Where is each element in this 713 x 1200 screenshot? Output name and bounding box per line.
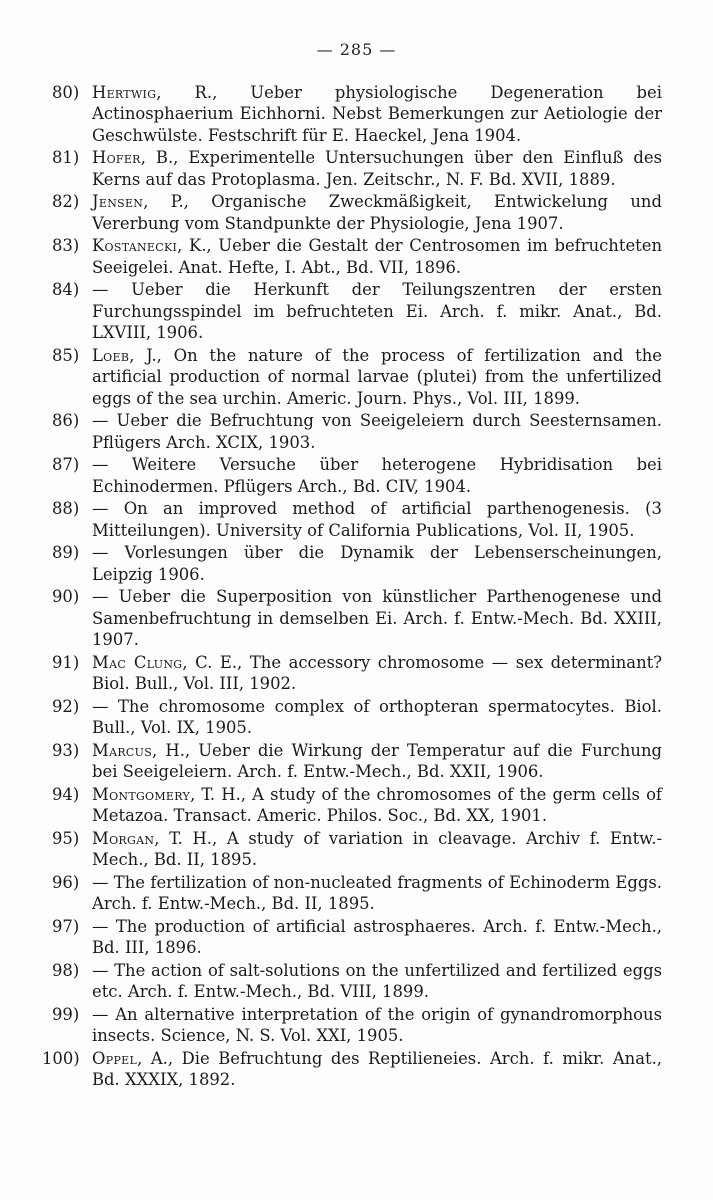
reference-author: Oppel [92, 1048, 138, 1068]
reference-number: 94) [52, 784, 80, 804]
reference-author: Jensen [92, 192, 144, 212]
reference-text: — Weitere Versuche über heterogene Hybridisation bei Echinodermen. Pflügers Arch., Bd. CIV, 1904. [92, 455, 662, 496]
reference-text: , J., On the nature of the process of fertilization and the artificial production of normal larvae (plutei) from the unfertilized eggs of the sea urchin. Americ. Journ. Phys., Vol. III, 1899. [92, 345, 662, 408]
reference-text: — Vorlesungen über die Dynamik der Lebenserscheinungen, Leipzig 1906. [92, 543, 662, 584]
reference-text: , K., Ueber die Gestalt der Centrosomen im befruchteten Seeigelei. Anat. Hefte, I. Abt., Bd. VII, 1896. [92, 236, 662, 277]
reference-text: — The production of artificial astrosphaeres. Arch. f. Entw.-Mech., Bd. III, 1896. [92, 916, 662, 958]
reference-item [52, 279, 662, 343]
reference-number: 96) [52, 872, 80, 892]
reference-text: , T. H., A study of the chromosomes of the germ cells of Metazoa. Transact. Americ. Philos. Soc., Bd. XX, 1901. [92, 784, 662, 826]
reference-author: Loeb [92, 345, 130, 365]
reference-item [52, 345, 662, 409]
reference-number: 90) [52, 587, 80, 607]
reference-text: — The action of salt-solutions on the unfertilized and fertilized eggs etc. Arch. f. Entw.-Mech., Bd. VIII, 1899. [92, 960, 662, 1002]
reference-number: 88) [52, 499, 80, 519]
reference-number: 93) [52, 740, 80, 760]
reference-number: 91) [52, 652, 80, 672]
reference-item [52, 454, 662, 497]
reference-author: Hertwig [92, 83, 157, 102]
reference-number: 84) [52, 280, 80, 300]
reference-item [52, 191, 662, 234]
reference-item [52, 652, 662, 695]
reference-number: 89) [52, 543, 80, 563]
reference-author: Marcus [92, 740, 153, 760]
reference-text: — On an improved method of artificial parthenogenesis. (3 Mitteilungen). University of California Publications, Vol. II, 1905. [92, 499, 662, 540]
reference-text: , P., Organische Zweckmäßigkeit, Entwickelung und Vererbung vom Standpunkte der Physiologie, Jena 1907. [92, 192, 662, 233]
reference-number: 85) [52, 345, 80, 365]
reference-number: 99) [52, 1004, 80, 1024]
page-number: — 285 — [316, 40, 397, 59]
reference-author: Hofer [92, 148, 141, 168]
reference-text: , C. E., The accessory chromosome — sex determinant? Biol. Bull., Vol. III, 1902. [92, 652, 662, 694]
reference-text: , B., Experimentelle Untersuchungen über den Einfluß des Kerns auf das Protoplasma. Jen. Zeitschr., N. F. Bd. XVII, 1889. [92, 148, 662, 189]
reference-text: , T. H., A study of variation in cleavage. Archiv f. Entw.-Mech., Bd. II, 1895. [92, 828, 662, 870]
reference-number: 97) [52, 916, 80, 936]
reference-list [42, 82, 662, 1092]
reference-number: 82) [52, 192, 80, 212]
reference-item [52, 916, 662, 959]
reference-text: , A., Die Befruchtung des Reptilieneies. Arch. f. mikr. Anat., Bd. XXXIX, 1892. [92, 1048, 662, 1090]
reference-text: — The fertilization of non-nucleated fragments of Echinoderm Eggs. Arch. f. Entw.-Mech., Bd. II, 1895. [92, 872, 662, 914]
reference-item [52, 147, 662, 190]
reference-number: 80) [52, 83, 80, 102]
reference-text: , H., Ueber die Wirkung der Temperatur auf die Furchung bei Seeigeleiern. Arch. f. Entw.-Mech., Bd. XXII, 1906. [92, 740, 662, 782]
reference-item [52, 828, 662, 871]
reference-item [52, 586, 662, 650]
reference-text: — An alternative interpretation of the origin of gynandromorphous insects. Science, N. S. Vol. XXI, 1905. [92, 1004, 662, 1046]
reference-author: Kostanecki [92, 236, 178, 256]
reference-number: 86) [52, 411, 80, 431]
reference-item [52, 696, 662, 739]
reference-text: , R., Ueber physiologische Degeneration bei Actinosphaerium Eichhorni. Nebst Bemerkungen zur Aetiologie der Geschwülste. Festschrift für E. Haeckel, Jena 1904. [92, 83, 662, 145]
reference-number: 87) [52, 455, 80, 475]
reference-number: 95) [52, 828, 80, 848]
reference-item [42, 1048, 662, 1091]
reference-item [52, 410, 662, 453]
reference-item [52, 82, 662, 146]
reference-text: — Ueber die Herkunft der Teilungszentren der ersten Furchungsspindel im befruchteten Ei. Arch. f. mikr. Anat., Bd. LXVIII, 1906. [92, 280, 662, 343]
reference-author: Mac Clung [92, 652, 183, 672]
reference-text: — Ueber die Superposition von künstlicher Parthenogenese und Samenbefruchtung in demselben Ei. Arch. f. Entw.-Mech. Bd. XXIII, 1907. [92, 587, 662, 650]
reference-number: 92) [52, 696, 80, 716]
reference-item [52, 872, 662, 915]
reference-item [52, 784, 662, 827]
reference-number: 83) [52, 236, 80, 256]
reference-author: Morgan [92, 828, 155, 848]
reference-text: — Ueber die Befruchtung von Seeigeleiern durch Seesternsamen. Pflügers Arch. XCIX, 1903. [92, 411, 662, 452]
reference-number: 81) [52, 148, 80, 168]
reference-item [52, 235, 662, 278]
reference-item [52, 960, 662, 1003]
reference-author: Montgomery [92, 784, 191, 804]
reference-number: 98) [52, 960, 80, 980]
reference-item [52, 740, 662, 783]
reference-item [52, 1004, 662, 1047]
reference-number: 100) [42, 1048, 80, 1068]
reference-text: — The chromosome complex of orthopteran spermatocytes. Biol. Bull., Vol. IX, 1905. [92, 696, 662, 738]
reference-item [52, 542, 662, 585]
reference-item [52, 498, 662, 541]
